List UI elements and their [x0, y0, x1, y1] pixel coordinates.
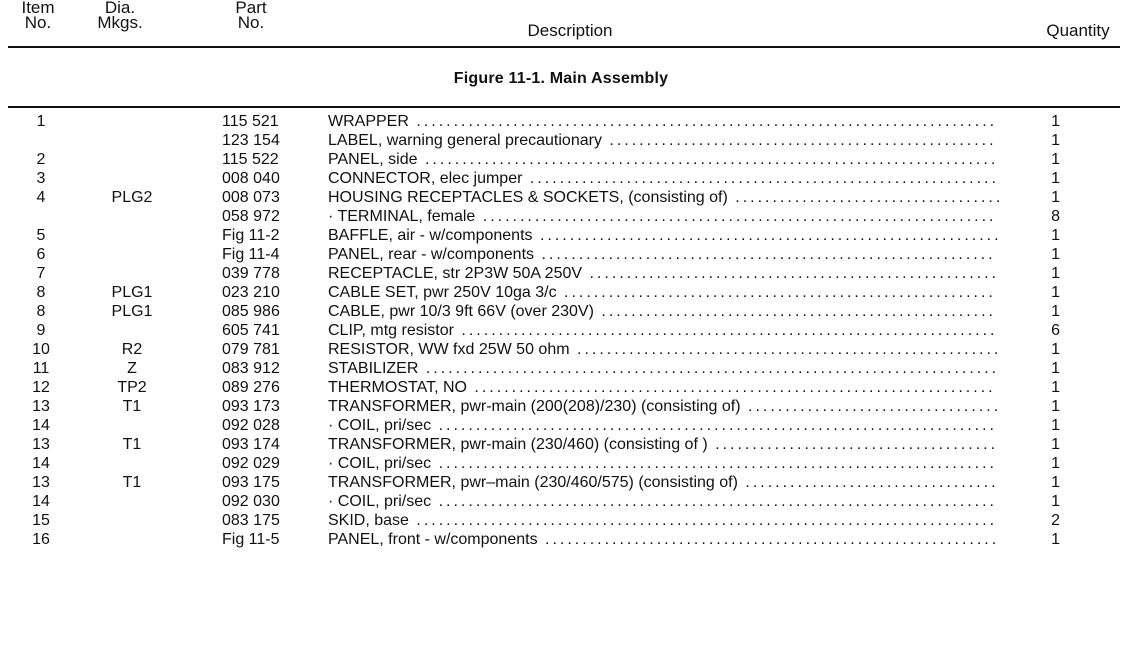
- dot-leader: ..................................: [737, 474, 999, 491]
- dot-leader: .....................................................: [593, 303, 996, 320]
- header-part-no: [222, 0, 280, 30]
- part-number: 092 028: [222, 417, 280, 434]
- description-cell: [328, 397, 1008, 416]
- description-text: PANEL, side: [328, 151, 418, 168]
- item-number: 14: [32, 417, 50, 434]
- table-row: [0, 226, 1122, 245]
- table-row: [0, 169, 1122, 188]
- table-row: [0, 435, 1122, 454]
- part-number: 093 173: [222, 398, 280, 415]
- item-number: 16: [32, 531, 50, 548]
- table-row: [0, 131, 1122, 150]
- description-cell: [328, 283, 1008, 302]
- description-cell: [328, 264, 1008, 283]
- diagram-marking: R2: [121, 341, 143, 358]
- part-number: 093 174: [222, 436, 280, 453]
- description-text: TRANSFORMER, pwr-main (230/460) (consisting of ): [328, 436, 708, 453]
- item-number: 5: [36, 227, 46, 244]
- dot-leader: .............................................................: [534, 246, 996, 263]
- dot-leader: ......................................................................: [466, 379, 996, 396]
- part-number: 605 741: [222, 322, 280, 339]
- description-text: PANEL, front - w/components: [328, 531, 538, 548]
- quantity: 6: [1051, 322, 1060, 339]
- part-number: 083 175: [222, 512, 280, 529]
- description-cell: [328, 340, 1008, 359]
- dot-leader: ....................................: [727, 189, 1004, 206]
- part-number: 008 073: [222, 189, 280, 206]
- quantity: 1: [1051, 132, 1060, 149]
- header-dia-line2: Mkgs.: [97, 13, 143, 32]
- description-cell: [328, 207, 1008, 226]
- item-number: 9: [36, 322, 46, 339]
- table-row: [0, 207, 1122, 226]
- dot-leader: ..............................................................................: [408, 512, 998, 529]
- table-row: [0, 321, 1122, 340]
- part-number: 039 778: [222, 265, 280, 282]
- header-description: Description: [527, 21, 613, 40]
- quantity: 2: [1051, 512, 1060, 529]
- part-number: Fig 11-4: [222, 246, 280, 263]
- dot-leader: .............................................................: [537, 531, 1000, 548]
- dot-leader: ..................................: [740, 398, 1002, 415]
- part-number: 115 522: [222, 151, 279, 168]
- description-text: HOUSING RECEPTACLES & SOCKETS, (consisting of): [328, 189, 728, 206]
- description-text: THERMOSTAT, NO: [328, 379, 467, 396]
- diagram-marking: T1: [122, 474, 142, 491]
- part-number: Fig 11-5: [222, 531, 280, 548]
- table-row: [0, 359, 1122, 378]
- description-cell: [328, 226, 1008, 245]
- item-number: 14: [32, 493, 50, 510]
- description-text: WRAPPER: [328, 113, 409, 130]
- table-row: [0, 245, 1122, 264]
- part-number: 092 029: [222, 455, 280, 472]
- item-number: 3: [36, 170, 46, 187]
- table-row: [0, 188, 1122, 207]
- description-cell: [328, 492, 1008, 511]
- quantity: 1: [1051, 531, 1060, 548]
- item-number: 6: [36, 246, 46, 263]
- table-row: [0, 454, 1122, 473]
- item-number: 14: [32, 455, 50, 472]
- item-number: 1: [36, 113, 46, 130]
- description-cell: [328, 473, 1008, 492]
- description-text: RECEPTACLE, str 2P3W 50A 250V: [328, 265, 583, 282]
- item-number: 15: [32, 512, 50, 529]
- diagram-marking: T1: [122, 398, 142, 415]
- diagram-marking: TP2: [117, 379, 147, 396]
- item-number: 13: [32, 474, 50, 491]
- table-row: [0, 340, 1122, 359]
- diagram-marking: PLG1: [111, 303, 153, 320]
- quantity: 8: [1051, 208, 1060, 225]
- description-text: BAFFLE, air - w/components: [328, 227, 533, 244]
- table-row: [0, 150, 1122, 169]
- quantity: 1: [1051, 417, 1060, 434]
- parts-table-body: [0, 112, 1122, 549]
- item-number: 2: [36, 151, 46, 168]
- dot-leader: ......................................: [707, 436, 999, 453]
- quantity: 1: [1051, 493, 1060, 510]
- quantity: 1: [1051, 246, 1060, 263]
- description-text: CABLE, pwr 10/3 9ft 66V (over 230V): [328, 303, 594, 320]
- table-row: [0, 416, 1122, 435]
- item-number: 11: [32, 360, 50, 377]
- header-dia-line1: Dia.: [104, 0, 136, 17]
- part-number: Fig 11-2: [222, 227, 280, 244]
- dot-leader: ...........................................................................: [431, 455, 997, 472]
- description-cell: [328, 188, 1008, 207]
- part-number: 115 521: [222, 113, 279, 130]
- part-number: 008 040: [222, 170, 280, 187]
- diagram-marking: Z: [127, 360, 137, 377]
- dot-leader: ..............................................................: [532, 227, 1002, 244]
- description-text: LABEL, warning general precautionary: [328, 132, 602, 149]
- quantity: 1: [1051, 284, 1060, 301]
- dot-leader: ........................................................................: [453, 322, 998, 339]
- table-row: [0, 530, 1122, 549]
- item-number: 10: [32, 341, 50, 358]
- description-cell: [328, 378, 1008, 397]
- description-text: · COIL, pri/sec: [328, 493, 432, 510]
- header-divider: [8, 46, 1120, 48]
- dot-leader: ...........................................................................: [431, 417, 997, 434]
- header-item-line1: Item: [21, 0, 55, 17]
- quantity: 1: [1051, 360, 1060, 377]
- item-number: 4: [36, 189, 46, 206]
- table-row: [0, 378, 1122, 397]
- description-cell: [328, 359, 1008, 378]
- header-part-line1: Part: [235, 0, 267, 17]
- description-text: CABLE SET, pwr 250V 10ga 3/c: [328, 284, 557, 301]
- dot-leader: ....................................................: [601, 132, 997, 149]
- header-dia-mkgs: [82, 0, 158, 30]
- description-cell: [328, 302, 1008, 321]
- item-number: 7: [36, 265, 46, 282]
- description-text: CONNECTOR, elec jumper: [328, 170, 523, 187]
- header-item-line2: No.: [24, 13, 52, 32]
- dot-leader: .............................................................................: [417, 151, 999, 168]
- quantity: 1: [1051, 455, 1060, 472]
- description-cell: [328, 245, 1008, 264]
- item-number: 8: [36, 284, 46, 301]
- part-number: 023 210: [222, 284, 280, 301]
- description-cell: [328, 131, 1008, 150]
- description-cell: [328, 530, 1008, 549]
- quantity: 1: [1051, 379, 1060, 396]
- description-text: · COIL, pri/sec: [328, 455, 432, 472]
- description-cell: [328, 435, 1008, 454]
- quantity: 1: [1051, 303, 1060, 320]
- header-part-line2: No.: [237, 13, 265, 32]
- dot-leader: ..........................................................: [556, 284, 996, 301]
- table-top-divider: [8, 106, 1120, 108]
- item-number: 13: [32, 436, 50, 453]
- part-number: 123 154: [222, 132, 280, 149]
- description-cell: [328, 169, 1008, 188]
- diagram-marking: T1: [122, 436, 142, 453]
- table-row: [0, 112, 1122, 131]
- part-number: 092 030: [222, 493, 280, 510]
- part-number: 089 276: [222, 379, 280, 396]
- part-number: 085 986: [222, 303, 280, 320]
- dot-leader: .......................................................: [582, 265, 999, 282]
- dot-leader: ..............................................................................: [408, 113, 998, 130]
- description-text: · COIL, pri/sec: [328, 417, 432, 434]
- table-row: [0, 397, 1122, 416]
- quantity: 1: [1051, 341, 1060, 358]
- quantity: 1: [1051, 170, 1060, 187]
- diagram-marking: PLG2: [111, 189, 153, 206]
- dot-leader: .........................................................: [569, 341, 1002, 358]
- description-cell: [328, 112, 1008, 131]
- item-number: 8: [36, 303, 46, 320]
- quantity: 1: [1051, 113, 1060, 130]
- part-number: 083 912: [222, 360, 280, 377]
- header-quantity: Quantity: [1046, 21, 1110, 40]
- table-row: [0, 283, 1122, 302]
- dot-leader: .............................................................................: [418, 360, 1000, 377]
- table-row: [0, 302, 1122, 321]
- description-cell: [328, 511, 1008, 530]
- description-text: · TERMINAL, female: [328, 208, 476, 225]
- part-number: 079 781: [222, 341, 280, 358]
- quantity: 1: [1051, 398, 1060, 415]
- part-number: 093 175: [222, 474, 280, 491]
- part-number: 058 972: [222, 208, 280, 225]
- quantity: 1: [1051, 265, 1060, 282]
- quantity: 1: [1051, 474, 1060, 491]
- table-row: [0, 511, 1122, 530]
- table-row: [0, 473, 1122, 492]
- dot-leader: ...........................................................................: [431, 493, 997, 510]
- quantity: 1: [1051, 436, 1060, 453]
- description-text: SKID, base: [328, 512, 409, 529]
- table-row: [0, 264, 1122, 283]
- quantity: 1: [1051, 189, 1060, 206]
- description-text: RESISTOR, WW fxd 25W 50 ohm: [328, 341, 570, 358]
- description-cell: [328, 416, 1008, 435]
- quantity: 1: [1051, 151, 1060, 168]
- description-text: TRANSFORMER, pwr–main (230/460/575) (consisting of): [328, 474, 738, 491]
- dot-leader: ...............................................................: [522, 170, 999, 187]
- header-item-no: [8, 0, 68, 30]
- quantity: 1: [1051, 227, 1060, 244]
- item-number: 13: [32, 398, 50, 415]
- item-number: 12: [32, 379, 50, 396]
- description-cell: [328, 150, 1008, 169]
- table-row: [0, 492, 1122, 511]
- description-text: PANEL, rear - w/components: [328, 246, 535, 263]
- description-text: TRANSFORMER, pwr-main (200(208)/230) (consisting of): [328, 398, 741, 415]
- description-text: STABILIZER: [328, 360, 419, 377]
- description-text: CLIP, mtg resistor: [328, 322, 454, 339]
- figure-title: Figure 11-1. Main Assembly: [453, 70, 669, 87]
- diagram-marking: PLG1: [111, 284, 153, 301]
- description-cell: [328, 321, 1008, 340]
- dot-leader: .....................................................................: [475, 208, 997, 225]
- description-cell: [328, 454, 1008, 473]
